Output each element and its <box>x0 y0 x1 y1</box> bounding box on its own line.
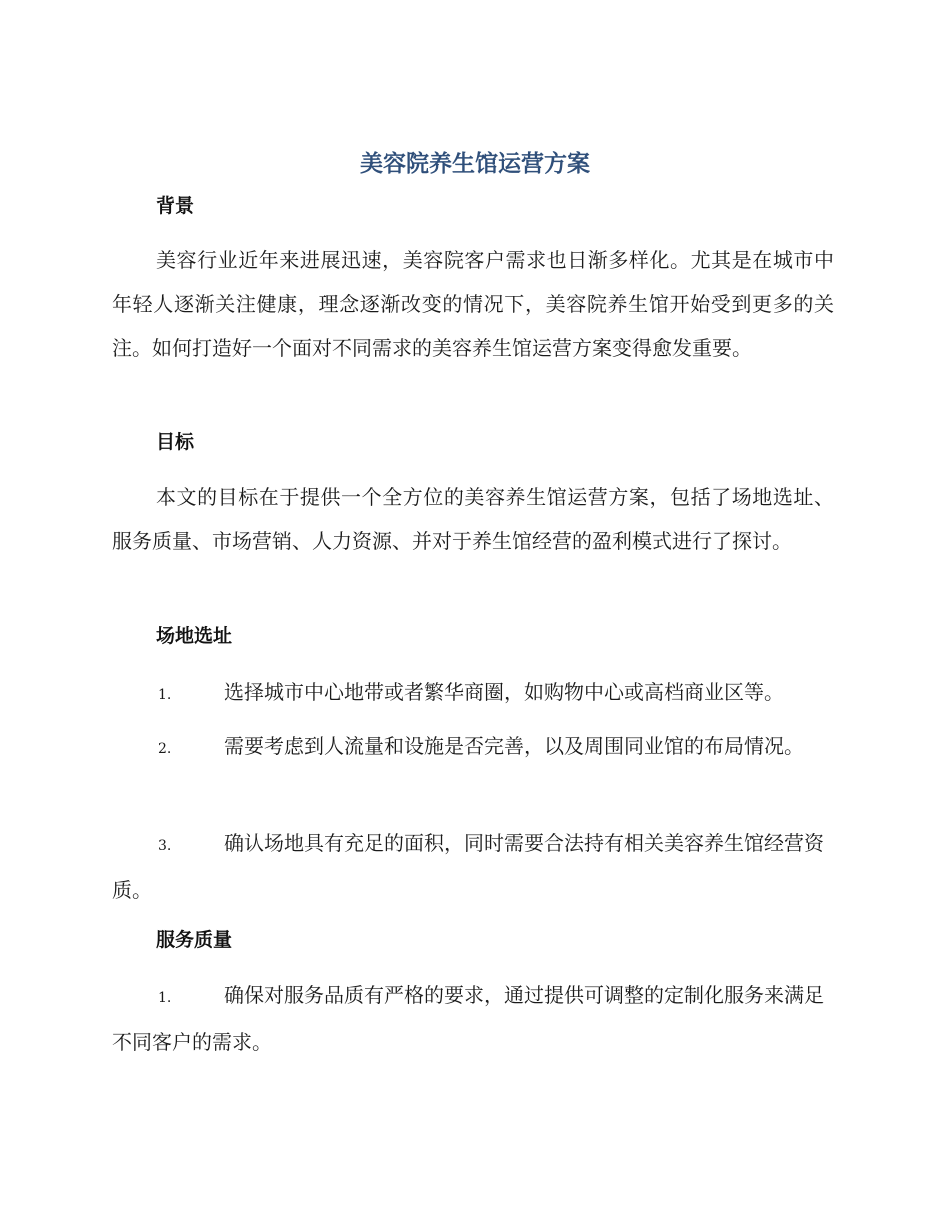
list-item-number: 1. <box>158 990 172 1006</box>
heading-background: 背景 <box>156 195 195 217</box>
list-item <box>112 670 834 717</box>
heading-site-selection: 场地选址 <box>156 625 233 647</box>
paragraph-goal: 本文的目标在于提供一个全方位的美容养生馆运营方案，包括了场地选址、服务质量、市场营销、人力资源、并对于养生馆经营的盈利模式进行了探讨。 <box>112 485 834 553</box>
list-item-text: 确认场地具有充足的面积，同时需要合法持有相关美容养生馆经营资质。 <box>112 831 824 902</box>
list-item <box>112 821 834 912</box>
list-item-number: 1. <box>158 687 172 703</box>
list-item-text: 需要考虑到人流量和设施是否完善，以及周围同业馆的布局情况。 <box>224 734 804 758</box>
list-item-text: 选择城市中心地带或者繁华商圈，如购物中心或高档商业区等。 <box>224 680 784 704</box>
heading-service-quality: 服务质量 <box>156 929 233 951</box>
document-title: 美容院养生馆运营方案 <box>360 151 590 177</box>
paragraph-background: 美容行业近年来进展迅速，美容院客户需求也日渐多样化。尤其是在城市中年轻人逐渐关注健康，理念逐渐改变的情况下，美容院养生馆开始受到更多的关注。如何打造好一个面对不同需求的美容养生馆运营方案变得愈发重要。 <box>112 248 834 360</box>
list-item-number: 3. <box>158 838 172 854</box>
list-item-text: 确保对服务品质有严格的要求，通过提供可调整的定制化服务来满足不同客户的需求。 <box>112 983 824 1054</box>
heading-goal: 目标 <box>156 431 195 453</box>
list-item <box>112 724 834 771</box>
list-item <box>112 973 834 1064</box>
list-item-number: 2. <box>158 741 172 757</box>
